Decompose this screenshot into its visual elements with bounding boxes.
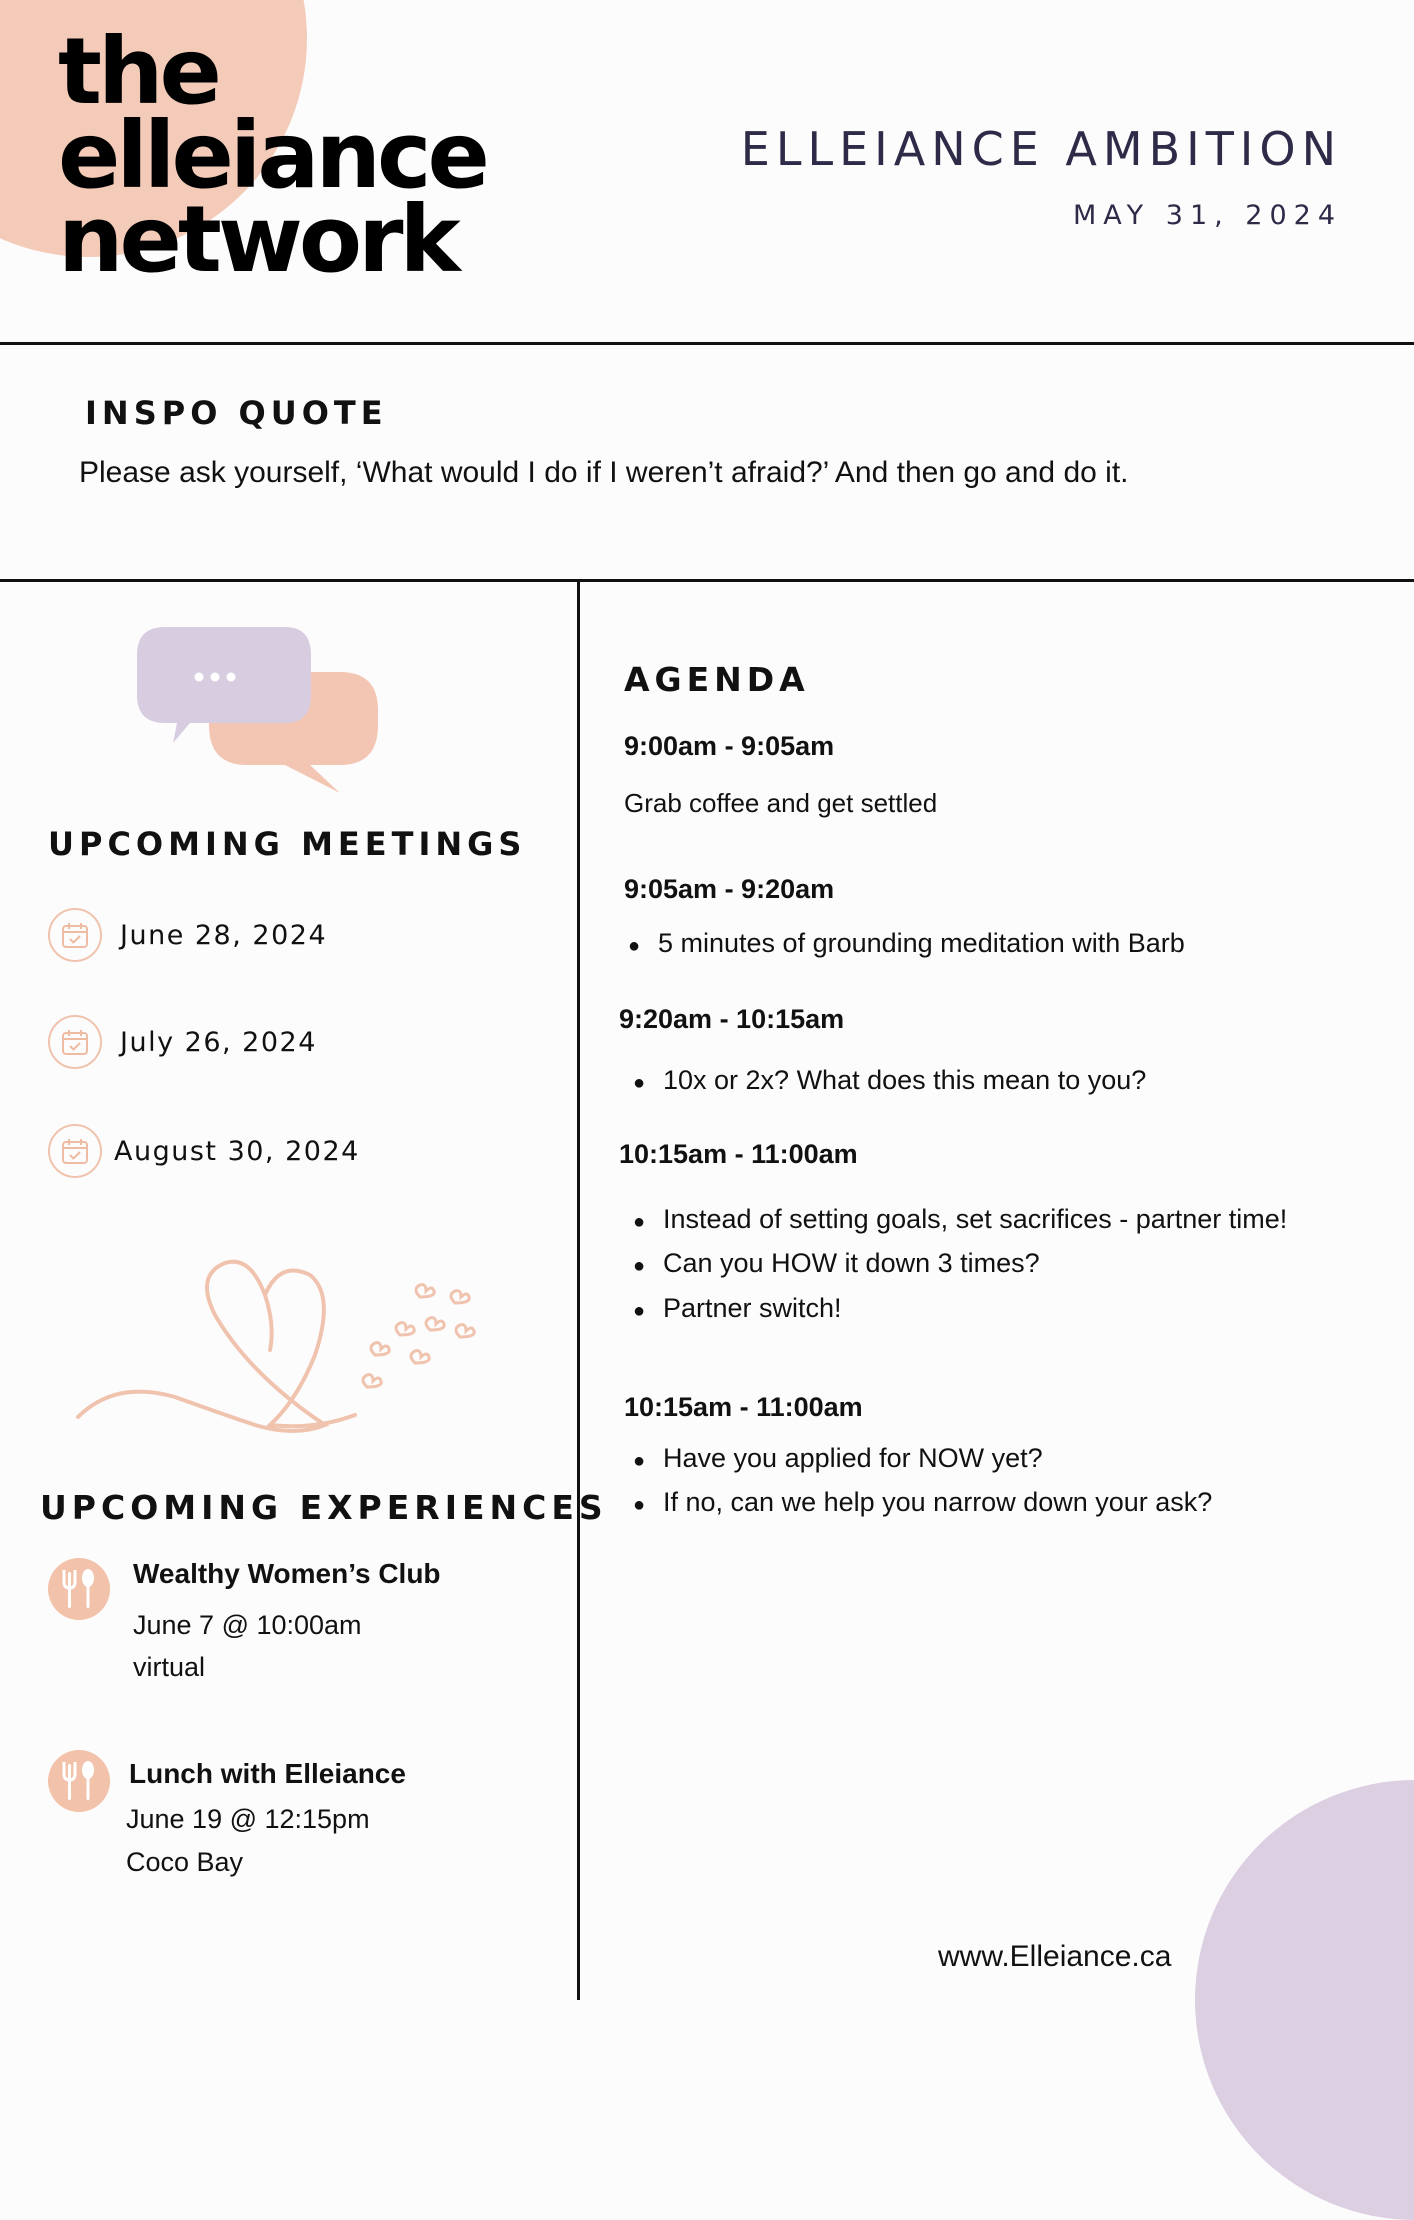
logo-line-2: elleiance (58, 102, 486, 209)
agenda-bullet: ● Have you applied for NOW yet? (633, 1443, 1043, 1473)
agenda-time: 10:15am - 11:00am (624, 1392, 863, 1422)
agenda-time: 10:15am - 11:00am (619, 1139, 858, 1169)
column-divider (577, 582, 580, 2000)
meeting-item (48, 908, 327, 962)
experience-where: virtual (133, 1652, 206, 1682)
experience-item (48, 1558, 548, 1718)
experience-title: Wealthy Women’s Club (133, 1558, 441, 1589)
agenda-bullet: ● 10x or 2x? What does this mean to you? (633, 1065, 1147, 1095)
meeting-date: August 30, 2024 (114, 1135, 360, 1167)
calendar-icon (48, 908, 102, 962)
agenda-bullet: ● 5 minutes of grounding meditation with Barb (628, 928, 1185, 958)
quote-divider (0, 579, 1414, 582)
calendar-icon (48, 1015, 102, 1069)
lilac-circle-decoration (1195, 1780, 1414, 2220)
experience-where: Coco Bay (126, 1847, 244, 1877)
event-date: MAY 31, 2024 (1073, 200, 1342, 231)
fork-spoon-icon (48, 1750, 110, 1812)
meeting-date: June 28, 2024 (120, 919, 328, 951)
calendar-icon (48, 1124, 102, 1178)
quote-heading: INSPO QUOTE (85, 394, 388, 432)
agenda-bullet: ● Partner switch! (633, 1293, 842, 1323)
quote-text: Please ask yourself, ‘What would I do if I weren’t afraid?’ And then go and do it. (79, 456, 1129, 489)
agenda-bullet: ● If no, can we help you narrow down your ask? (633, 1487, 1213, 1517)
heart-doodle-icon (75, 1255, 485, 1440)
agenda-time: 9:20am - 10:15am (619, 1004, 845, 1034)
meeting-date: July 26, 2024 (120, 1026, 317, 1058)
agenda-bullet: ● Can you HOW it down 3 times? (633, 1248, 1040, 1278)
logo-line-3: network (58, 186, 457, 293)
experience-item (48, 1750, 548, 1910)
experience-title: Lunch with Elleiance (129, 1758, 406, 1789)
meeting-item (48, 1124, 360, 1178)
agenda-heading: AGENDA (624, 660, 810, 699)
chat-bubbles-icon (135, 625, 380, 795)
agenda-item: Grab coffee and get settled (624, 788, 938, 818)
logo-line-1: the (58, 18, 218, 125)
meeting-item (48, 1015, 317, 1069)
agenda-bullet: ● Instead of setting goals, set sacrifices - partner time! (633, 1204, 1288, 1234)
header-divider (0, 342, 1414, 345)
meetings-heading: UPCOMING MEETINGS (48, 825, 527, 863)
agenda-time: 9:05am - 9:20am (624, 874, 835, 904)
logo (58, 18, 486, 293)
experience-when: June 19 @ 12:15pm (126, 1804, 370, 1834)
event-title: ELLEIANCE AMBITION (740, 122, 1342, 176)
agenda-time: 9:00am - 9:05am (624, 731, 835, 761)
website-link[interactable]: www.Elleiance.ca (938, 1940, 1172, 1973)
experiences-heading: UPCOMING EXPERIENCES (40, 1488, 608, 1527)
fork-spoon-icon (48, 1558, 110, 1620)
experience-when: June 7 @ 10:00am (133, 1610, 362, 1640)
